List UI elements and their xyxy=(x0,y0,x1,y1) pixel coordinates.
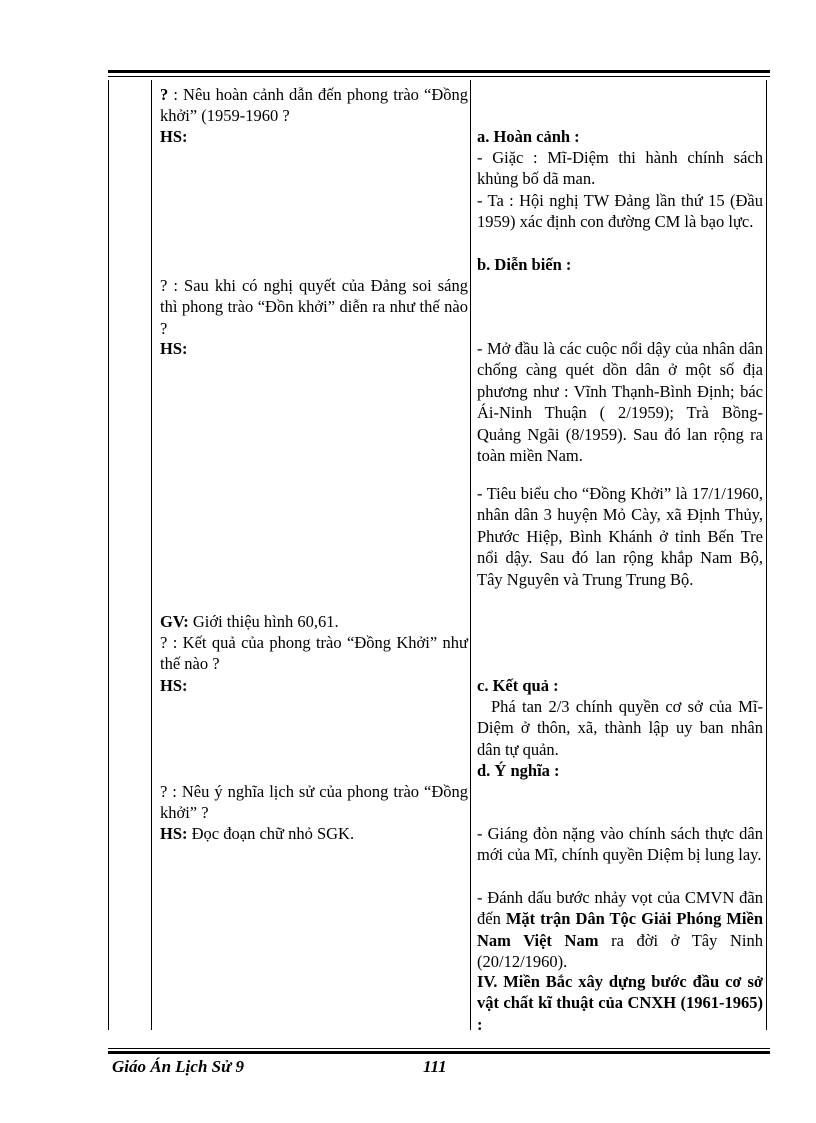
gv-label: GV: xyxy=(160,612,189,631)
section-a-point-1: - Giặc : Mĩ-Diệm thi hành chính sách khủng bố dã man. xyxy=(477,148,763,189)
section-b-point-2: - Tiêu biểu cho “Đồng Khởi” là 17/1/1960, nhân dân 3 huyện Mỏ Cày, xã Định Thủy, Phước Hiệp, Bình Khánh ở tỉnh Bến Tre nổi dậy. Sau đó lan rộng khắp Nam Bộ, Tây Nguyên và Trung Trung Bộ. xyxy=(477,484,763,589)
question-4 xyxy=(160,781,468,824)
section-d-point-2-post: ra đời ở Tây Ninh (20/12/1960). xyxy=(477,930,763,972)
question-1: ? : Nêu hoàn cảnh dẫn đến phong trào “Đồng khởi” (1959-1960 ? xyxy=(160,85,468,126)
section-d-point-2-pre: - Đánh dấu bước nhảy vọt của CMVN đãn đến xyxy=(477,888,763,929)
section-iv-heading: IV. Miền Bắc xây dựng bước đầu cơ sở vật chất kĩ thuật của CNXH (1961-1965) : xyxy=(477,972,763,1034)
hs-label-3: HS: xyxy=(160,676,188,695)
lesson-table xyxy=(108,80,770,1034)
section-d-point-1: - Giáng đòn nặng vào chính sách thực dân mới của Mĩ, chính quyền Diệm bị lung lay. xyxy=(477,824,763,865)
section-c-point-1: Phá tan 2/3 chính quyền cơ sở của Mĩ-Diệm ở thôn, xã, thành lập uy ban nhân dân tự quản. xyxy=(477,697,763,759)
hs-label-1: HS: xyxy=(160,127,188,146)
hs-label-2: HS: xyxy=(160,339,188,358)
header-rule-thick xyxy=(108,70,770,73)
section-d-heading: d. Ý nghĩa : xyxy=(477,761,560,780)
question-4-text: ? : Nêu ý nghĩa lịch sử của phong trào “Đồng khởi” ? xyxy=(160,782,468,823)
question-2 xyxy=(160,275,468,339)
header-rule-thin xyxy=(108,76,770,77)
gv-note xyxy=(160,611,468,632)
section-a-point-2: - Ta : Hội nghị TW Đảng lần thứ 15 (Đầu 1959) xác định con đường CM là bạo lực. xyxy=(477,191,763,232)
footer-rule-thick xyxy=(108,1051,770,1054)
section-a-heading: a. Hoàn cảnh : xyxy=(477,127,580,146)
question-1-text: : Nêu hoàn cảnh dẫn đến phong trào “Đồng khởi” (1959-1960 ? xyxy=(160,85,468,126)
footer-rule-thin xyxy=(108,1048,770,1049)
hs-text-4: Đọc đoạn chữ nhỏ SGK. xyxy=(187,824,355,843)
table-divider-2 xyxy=(470,80,471,1030)
page-number: 111 xyxy=(423,1057,447,1076)
table-border-right xyxy=(766,80,767,1030)
hs-note-4 xyxy=(160,823,468,844)
section-d-point-2 xyxy=(477,887,763,973)
section-d-point-2-bold: Mặt trận Dân Tộc Giải Phóng Miền Nam Việt Nam xyxy=(477,909,763,950)
question-3 xyxy=(160,632,468,675)
table-border-left xyxy=(108,80,109,1030)
table-divider-1 xyxy=(151,80,152,1030)
section-b-point-1: - Mở đầu là các cuộc nổi dậy của nhân dân chống càng quét dồn dân ở một số địa phương như : Vĩnh Thạnh-Bình Định; bác Ái-Ninh Thuận ( 2/1959); Trà Bồng-Quảng Ngãi (8/1959). Sau đó lan rộng ra toàn miền Nam. xyxy=(477,339,763,466)
question-2-text: ? : Sau khi có nghị quyết của Đảng soi sáng thì phong trào “Đồn khởi” diễn ra như thế nào ? xyxy=(160,276,468,338)
hs-label-4: HS: xyxy=(160,824,188,843)
question-3-text: ? : Kết quả của phong trào “Đồng Khởi” như thế nào ? xyxy=(160,633,468,674)
gv-text: Giới thiệu hình 60,61. xyxy=(188,612,339,631)
section-c-heading: c. Kết quả : xyxy=(477,676,559,695)
footer-title: Giáo Án Lịch Sử 9 xyxy=(112,1057,245,1076)
section-b-heading: b. Diễn biến : xyxy=(477,255,572,274)
